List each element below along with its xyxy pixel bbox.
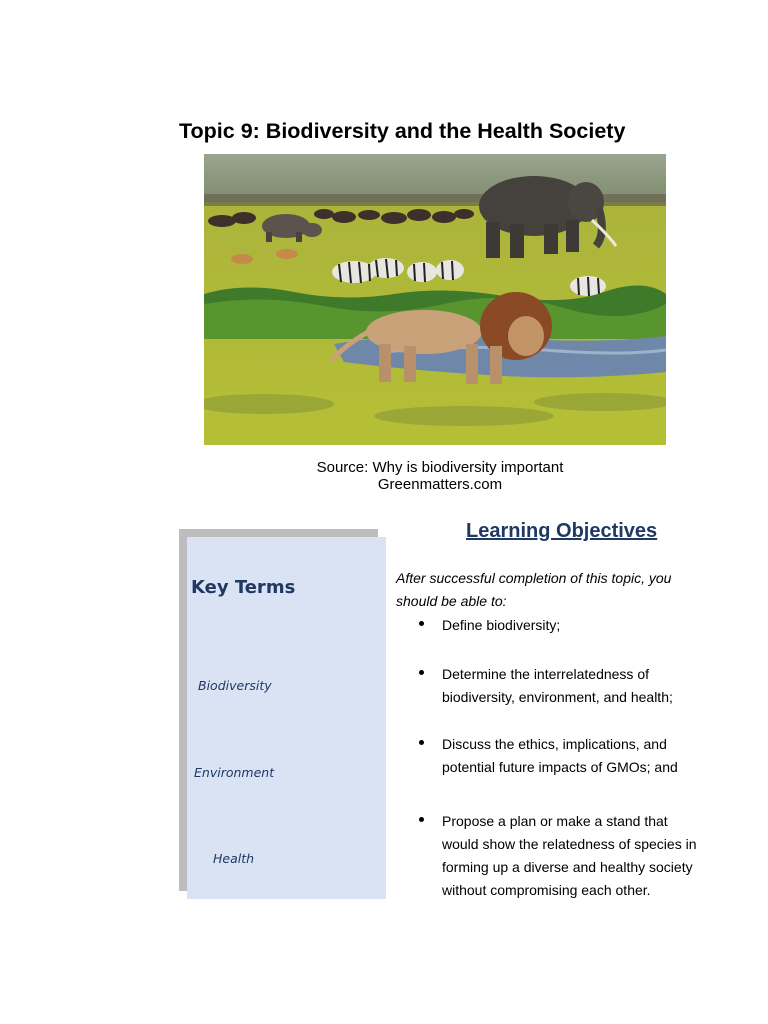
page-title: Topic 9: Biodiversity and the Health Society <box>179 119 626 143</box>
key-term-item: Environment <box>194 765 275 780</box>
key-terms-heading: Key Terms <box>191 577 296 598</box>
key-term-item: Health <box>213 851 255 866</box>
learning-objectives-heading: Learning Objectives <box>466 520 658 542</box>
caption-source: Source: Why is biodiversity important <box>316 459 564 476</box>
learning-objectives-intro: After successful completion of this topic, you should be able to: <box>396 570 672 609</box>
bullet-icon <box>418 614 428 624</box>
bullet-icon <box>418 733 428 743</box>
savanna-wildlife-photo <box>204 154 666 445</box>
image-caption <box>290 459 590 493</box>
objective-item: Define biodiversity; <box>442 617 561 633</box>
bullet-icon <box>418 810 428 820</box>
caption-site: Greenmatters.com <box>377 476 503 493</box>
bullet-icon <box>418 663 428 673</box>
objective-item: Propose a plan or make a stand that would show the relatedness of species in forming up a diverse and healthy society without compromising each other. <box>442 813 697 898</box>
objective-item: Discuss the ethics, implications, and potential future impacts of GMOs; and <box>442 736 678 775</box>
key-terms-box <box>187 537 386 899</box>
objective-item: Determine the interrelatedness of biodiversity, environment, and health; <box>442 666 673 705</box>
key-term-item: Biodiversity <box>198 678 272 693</box>
